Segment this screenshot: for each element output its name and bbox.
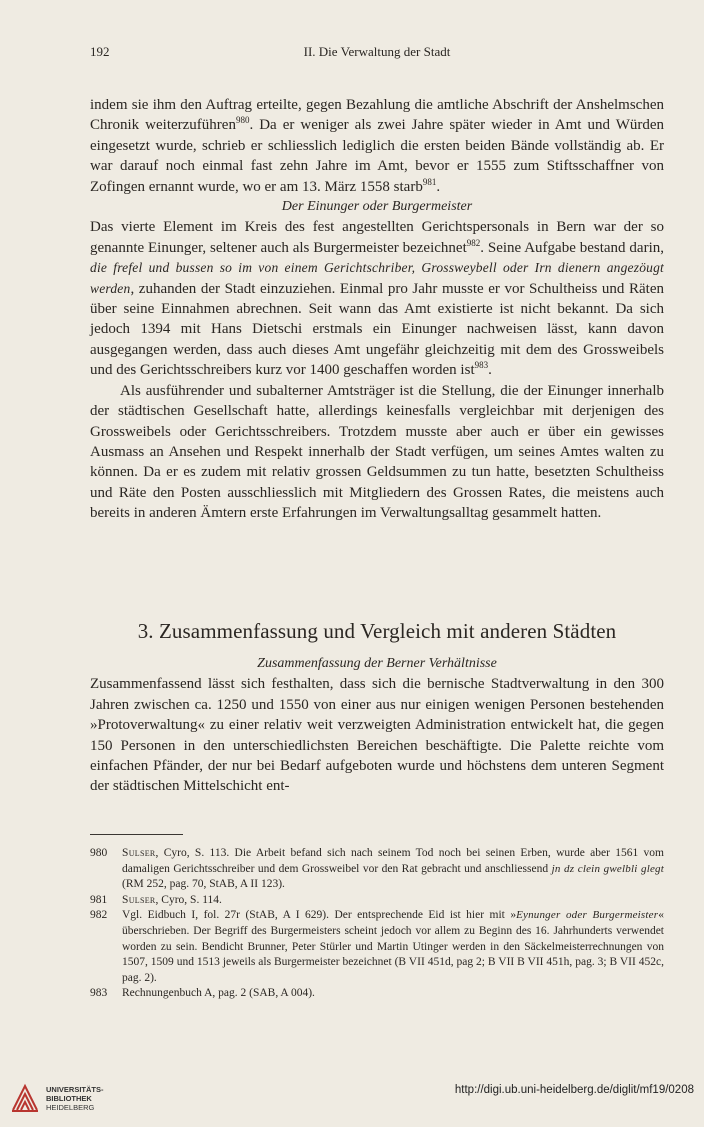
quotation: die frefel und bussen so im von einem Gerichtschriber, Grossweybell oder Irn dienern angezöugt werden [90, 260, 664, 296]
digitization-footer [0, 1074, 704, 1127]
main-text-upper [90, 95, 664, 524]
footnote-number: 982 [90, 909, 108, 922]
section-heading: 3. Zusammenfassung und Vergleich mit anderen Städten [137, 619, 617, 643]
footnote-number: 981 [90, 893, 108, 906]
footnote [90, 986, 664, 1002]
footnotes [90, 846, 664, 1002]
footnote-ref-980[interactable]: 980 [235, 115, 250, 126]
paragraph-1: indem sie ihm den Auftrag erteilte, gegen Bezahlung die amtliche Abschrift der Anshelmschen Chronik weiterzuführen$^{980}$. Da er weniger als zwei Jahre später wieder in Amt und Würden eingesetzt wurde, schrieb er schliesslich lediglich die ersten beiden Bände vollständig ab. Er war darauf noch einmal fast zehn Jahre im Amt, bevor er 1555 zum Stiftsschaffner von Zofingen ernannt wurde, wo er am 13. März 1558 starb$^{981}$. [90, 97, 665, 195]
footnote [90, 846, 664, 893]
paragraph-2: Das vierte Element im Kreis des fest angestellten Gerichtspersonals in Bern war der so genannte Einunger, seltener auch als Burgermeister bezeichnet$^{982}$. Seine Aufgabe bestand darin, die frefel und bussen so im von einem Gerichtschriber, Grossweybell oder Irn dienern angezöugt werden, zuhanden der Stadt einzuziehen. Einmal pro Jahr musste er vor Schultheiss und Räten über seine Einnahmen abrechnen. Seit wann das Amt existierte ist nicht bekannt. Da sich jedoch 1394 mit Hans Dietschi erstmals ein Einunger nachweisen lässt, kann davon ausgegangen werden, dass auch dieses Amt ungefähr gleichzeitig mit dem des Grossweibels und des Gerichtsschreibers kurz vor 1400 geschaffen worden ist$^{983}$. [90, 219, 664, 379]
footnote-text: Rechnungenbuch A, pag. 2 (SAB, A 004). [122, 987, 315, 1000]
paragraph-3: Als ausführender und subalterner Amtsträger ist die Stellung, die der Einunger innerhalb der städtischen Gesellschaft hatte, allerdings keinesfalls vergleichbar mit derjenigen des Grossweibels oder Gerichtsschreibers. Trotzdem musste aber auch er über ein gewisses Ausmass an Ansehen und Respekt innerhalb der Stadt verfügen, um seines Amtes walten zu können. Da er es zudem mit relativ grossen Geldsummen zu tun hatte, besetzten Schultheiss und Räte den Posten ausschliesslich mit Mitgliedern des Grossen Rates, die meistens auch bereits in anderen Ämtern erste Erfahrungen im Verwaltungsalltag gesammelt hatten. [90, 382, 664, 522]
library-logo[interactable] [10, 1082, 104, 1114]
footnote-rule [90, 834, 183, 835]
page-number: 192 [90, 44, 110, 59]
footnote-text: Vgl. Eidbuch I, fol. 27r (StAB, A I 629). Der entsprechende Eid ist hier mit »Eynunger oder Burgermeister« überschrieben. Der Begriff des Burgermeisters scheint jedoch vor allem zu Beginn des 16. Jahrhunderts verwendet worden zu sein. Bendicht Brunner, Peter Stürler und Martin Utinger werden in den Säckelmeisterrechnungen von 1507, 1509 und 1513 jeweils als Burgermeister bezeichnet (B VII 451d, pag 2; B VII B VII 451h, pag. 3; B VII 452c, pag. 2). [122, 909, 664, 984]
footnote-text: Sulser, Cyro, S. 113. Die Arbeit befand sich nach seinem Tod noch bei seinen Erben, wurde aber 1561 vom damaligen Gerichtsschreiber und dem Grossweibel vor den Rat gebracht und anschliessend jn dz clein gwelbli glegt (RM 252, pag. 70, StAB, A II 123). [122, 847, 664, 891]
running-title: II. Die Verwaltung der Stadt [303, 44, 451, 59]
paragraph-4: Zusammenfassend lässt sich festhalten, dass sich die bernische Stadtverwaltung in den 300 Jahren zwischen ca. 1250 und 1550 von einer aus nur einigen wenigen Personen bestehenden »Protoverwaltung« zu einer relativ weit verzweigten Administration entwickelt hat, die gegen 150 Personen in den unterschiedlichsten Bereichen beschäftigte. Die Palette reichte vom einfachen Pfänder, der nur bei Bedarf aufgeboten wurde und höchstens dem unteren Segment der städtischen Mittelschicht ent- [90, 676, 664, 795]
footnote-ref-983[interactable]: 983 [474, 360, 489, 371]
footnote-ref-981[interactable]: 981 [422, 176, 437, 187]
library-logo-text: UNIVERSITÄTS- BIBLIOTHEK HEIDELBERG [46, 1084, 104, 1112]
footnote [90, 893, 664, 909]
permalink-url[interactable]: http://digi.ub.uni-heidelberg.de/diglit/mf19/0208 [454, 1084, 694, 1096]
footnote-number: 980 [90, 847, 108, 859]
library-logo-icon [10, 1082, 40, 1114]
subheading-einunger: Der Einunger oder Burgermeister [281, 199, 473, 215]
footnote-text: Sulser, Cyro, S. 114. [122, 893, 222, 906]
main-text-lower [90, 654, 664, 797]
subheading-zusammenfassung: Zusammenfassung der Berner Verhältnisse [257, 656, 497, 671]
footnote-number: 983 [90, 987, 108, 1000]
footnote [90, 908, 664, 986]
footnote-ref-982[interactable]: 982 [466, 237, 481, 248]
